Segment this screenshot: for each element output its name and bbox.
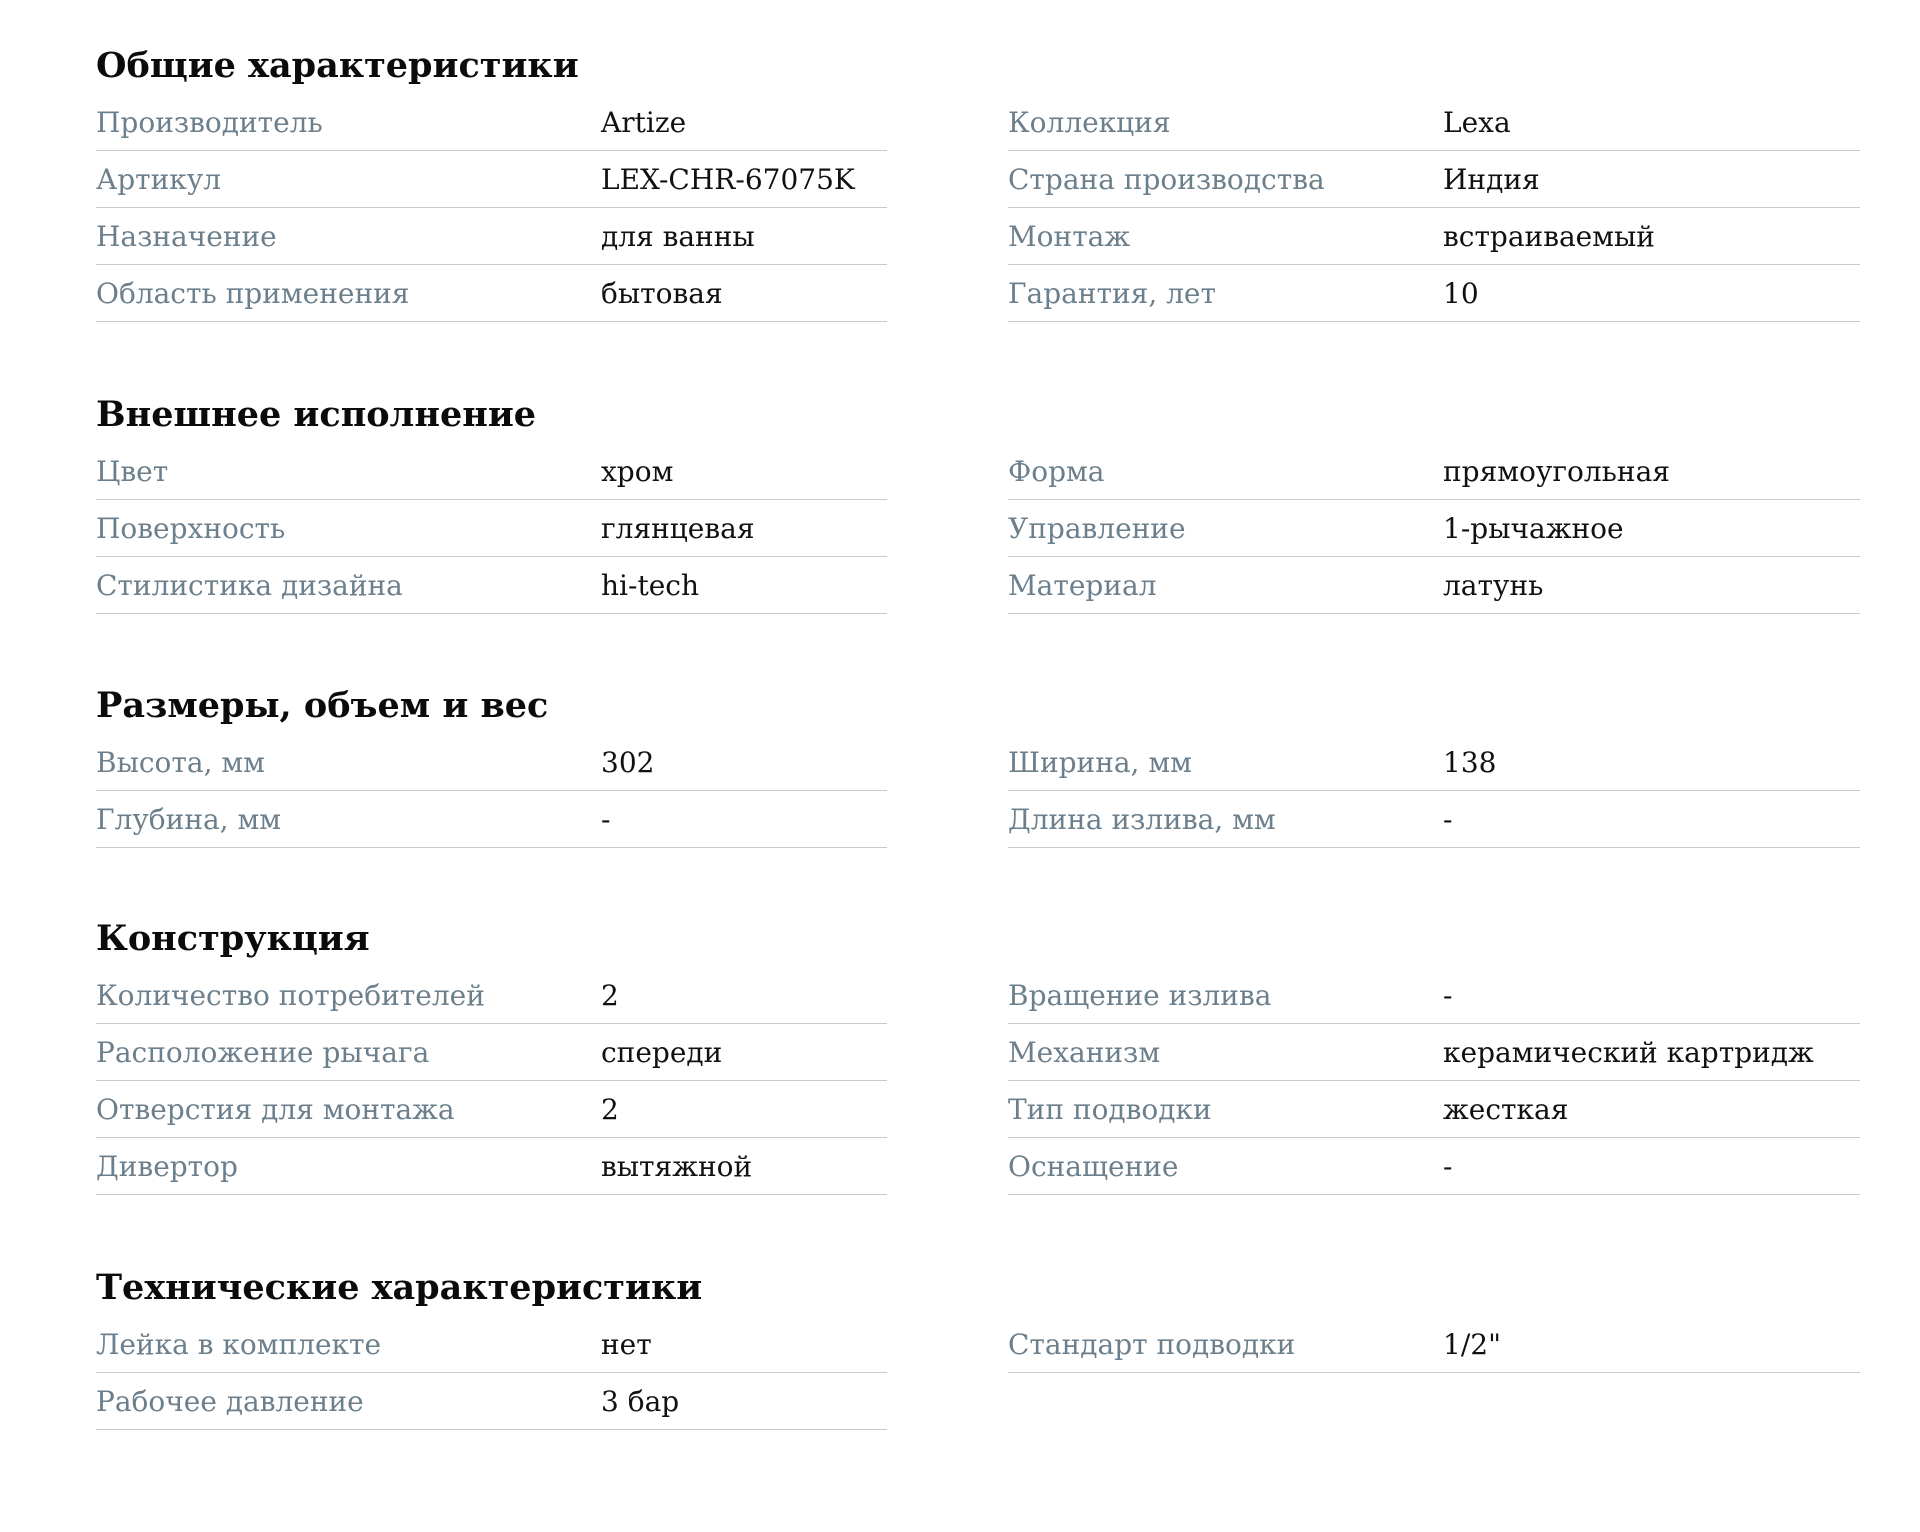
spec-column-left (96, 1316, 887, 1430)
spec-row (1008, 208, 1860, 265)
spec-row (1008, 94, 1860, 151)
section-title: Конструкция (96, 918, 370, 959)
spec-row (96, 94, 887, 151)
spec-value: 2 (601, 979, 619, 1012)
spec-row (1008, 265, 1860, 322)
spec-value: hi-tech (601, 569, 699, 602)
section-title: Внешнее исполнение (96, 394, 537, 435)
spec-value: спереди (601, 1036, 723, 1069)
spec-value: глянцевая (601, 512, 755, 545)
spec-label: Материал (1008, 569, 1157, 602)
spec-label: Стандарт подводки (1008, 1328, 1296, 1361)
spec-label: Глубина, мм (96, 803, 282, 836)
spec-row (1008, 443, 1860, 500)
spec-value: для ванны (601, 220, 755, 253)
spec-value: 138 (1443, 746, 1497, 779)
spec-label: Форма (1008, 455, 1105, 488)
spec-row (96, 734, 887, 791)
spec-column-left (96, 94, 887, 322)
spec-row (96, 1081, 887, 1138)
spec-label: Высота, мм (96, 746, 265, 779)
spec-value: - (1443, 979, 1453, 1012)
spec-label: Механизм (1008, 1036, 1161, 1069)
spec-row (96, 1024, 887, 1081)
spec-label: Назначение (96, 220, 277, 253)
spec-label: Лейка в комплекте (96, 1328, 382, 1361)
spec-value: жесткая (1443, 1093, 1569, 1126)
spec-value: Индия (1443, 163, 1540, 196)
spec-value: 302 (601, 746, 655, 779)
spec-row (96, 443, 887, 500)
spec-label: Стилистика дизайна (96, 569, 403, 602)
spec-label: Расположение рычага (96, 1036, 430, 1069)
spec-label: Артикул (96, 163, 222, 196)
section-title: Размеры, объем и вес (96, 685, 549, 726)
spec-row (96, 265, 887, 322)
spec-row (96, 791, 887, 848)
spec-label: Отверстия для монтажа (96, 1093, 455, 1126)
spec-value: Lexa (1443, 106, 1511, 139)
spec-value: прямоугольная (1443, 455, 1670, 488)
spec-row (96, 1316, 887, 1373)
spec-value: 10 (1443, 277, 1479, 310)
spec-row (1008, 500, 1860, 557)
spec-row (96, 1138, 887, 1195)
section-title: Технические характеристики (96, 1267, 703, 1308)
spec-label: Производитель (96, 106, 323, 139)
spec-value: - (1443, 803, 1453, 836)
spec-value: керамический картридж (1443, 1036, 1814, 1069)
spec-value: встраиваемый (1443, 220, 1655, 253)
spec-label: Область применения (96, 277, 410, 310)
spec-column-left (96, 967, 887, 1195)
spec-label: Страна производства (1008, 163, 1325, 196)
spec-value: - (1443, 1150, 1453, 1183)
spec-label: Рабочее давление (96, 1385, 364, 1418)
spec-value: 1/2" (1443, 1328, 1501, 1361)
spec-row (1008, 791, 1860, 848)
spec-row (96, 967, 887, 1024)
spec-value: бытовая (601, 277, 723, 310)
spec-label: Гарантия, лет (1008, 277, 1216, 310)
spec-column-right (1008, 967, 1860, 1195)
spec-row (96, 557, 887, 614)
spec-label: Управление (1008, 512, 1186, 545)
spec-row (96, 208, 887, 265)
spec-column-right (1008, 1316, 1860, 1373)
spec-label: Цвет (96, 455, 169, 488)
spec-row (96, 1373, 887, 1430)
spec-value: 1-рычажное (1443, 512, 1624, 545)
spec-label: Тип подводки (1008, 1093, 1212, 1126)
spec-row (1008, 151, 1860, 208)
spec-row (1008, 967, 1860, 1024)
spec-row (1008, 1024, 1860, 1081)
spec-row (1008, 1081, 1860, 1138)
spec-value: 2 (601, 1093, 619, 1126)
spec-column-right (1008, 94, 1860, 322)
spec-label: Поверхность (96, 512, 286, 545)
section-title: Общие характеристики (96, 45, 579, 86)
spec-row (1008, 557, 1860, 614)
spec-label: Длина излива, мм (1008, 803, 1276, 836)
spec-column-right (1008, 443, 1860, 614)
spec-label: Вращение излива (1008, 979, 1272, 1012)
spec-value: LEX-CHR-67075K (601, 163, 855, 196)
spec-row (96, 500, 887, 557)
spec-value: нет (601, 1328, 652, 1361)
spec-value: 3 бар (601, 1385, 680, 1418)
spec-label: Ширина, мм (1008, 746, 1192, 779)
spec-value: Artize (601, 106, 687, 139)
spec-row (1008, 1316, 1860, 1373)
spec-column-left (96, 734, 887, 848)
spec-value: латунь (1443, 569, 1544, 602)
spec-value: вытяжной (601, 1150, 753, 1183)
spec-label: Монтаж (1008, 220, 1131, 253)
spec-row (96, 151, 887, 208)
spec-value: - (601, 803, 611, 836)
spec-label: Коллекция (1008, 106, 1171, 139)
spec-value: хром (601, 455, 674, 488)
spec-column-left (96, 443, 887, 614)
spec-label: Количество потребителей (96, 979, 485, 1012)
spec-row (1008, 1138, 1860, 1195)
spec-label: Дивертор (96, 1150, 238, 1183)
spec-row (1008, 734, 1860, 791)
spec-column-right (1008, 734, 1860, 848)
spec-label: Оснащение (1008, 1150, 1179, 1183)
